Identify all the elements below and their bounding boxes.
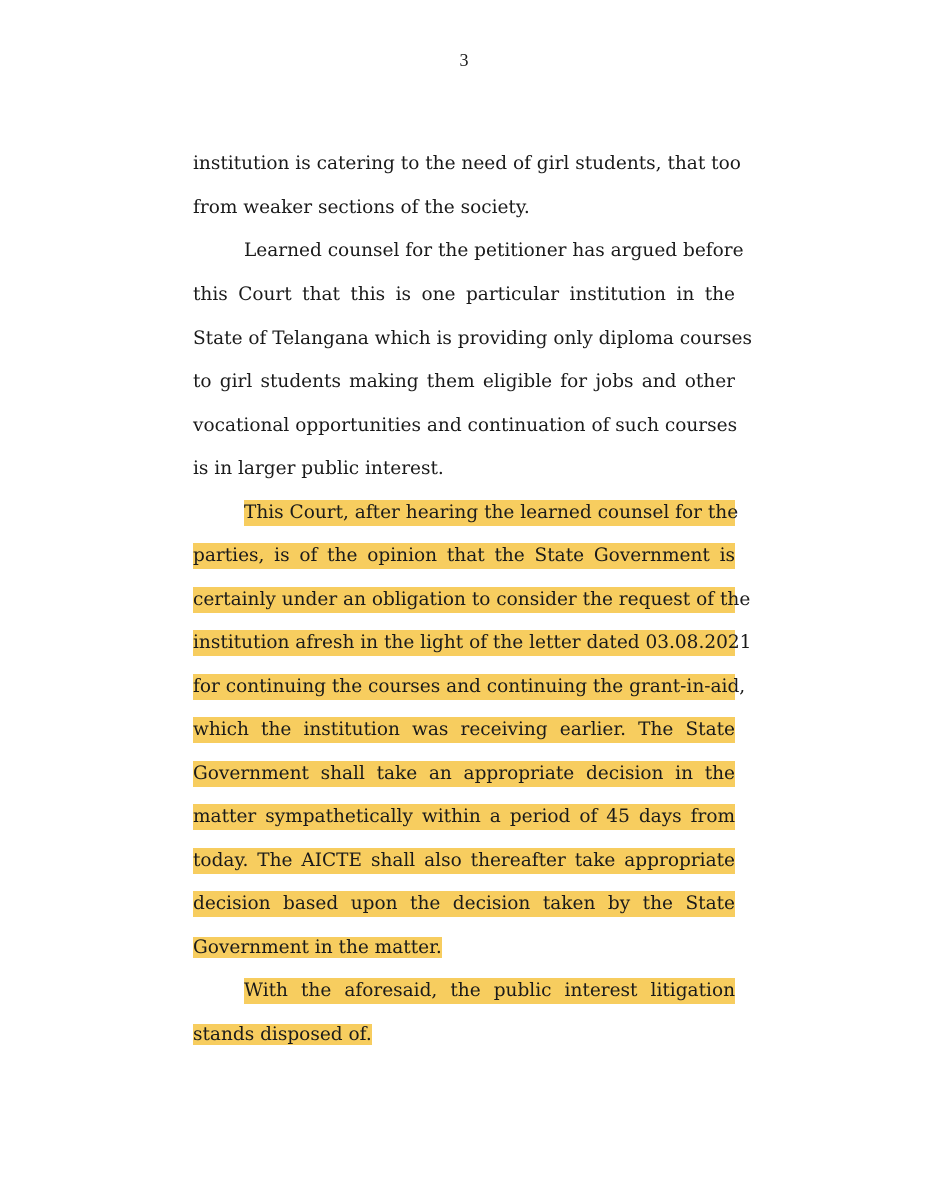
paragraph-3-line-7: Government shall take an appropriate decision in the xyxy=(193,761,735,787)
paragraph-3-line-9: today. The AICTE shall also thereafter take appropriate xyxy=(193,848,735,874)
paragraph-3-line-2: parties, is of the opinion that the State Government is xyxy=(193,543,735,569)
paragraph-3-line-11: Government in the matter. xyxy=(193,937,442,958)
paragraph-3-line-1: This Court, after hearing the learned counsel for the xyxy=(244,500,735,526)
paragraph-2-line-5: vocational opportunities and continuation of such courses xyxy=(193,415,738,436)
paragraph-3-line-6: which the institution was receiving earlier. The State xyxy=(193,717,735,743)
paragraph-3-line-3: certainly under an obligation to consider the request of the xyxy=(193,587,735,613)
paragraph-1-line-2: from weaker sections of the society. xyxy=(193,197,530,218)
paragraph-2-line-4: to girl students making them eligible for jobs and other xyxy=(193,371,735,392)
paragraph-3-line-4: institution afresh in the light of the letter dated 03.08.2021 xyxy=(193,630,735,656)
paragraph-4-line-2: stands disposed of. xyxy=(193,1024,372,1045)
paragraph-2-line-2: this Court that this is one particular institution in the xyxy=(193,284,735,305)
paragraph-2-line-6: is in larger public interest. xyxy=(193,458,444,479)
paragraph-2-line-3: State of Telangana which is providing only diploma courses xyxy=(193,328,752,349)
paragraph-4-line-1: With the aforesaid, the public interest litigation xyxy=(244,978,735,1004)
paragraph-3-line-8: matter sympathetically within a period of 45 days from xyxy=(193,804,735,830)
paragraph-2-line-1: Learned counsel for the petitioner has argued before xyxy=(244,240,744,261)
paragraph-3-line-10: decision based upon the decision taken by the State xyxy=(193,891,735,917)
paragraph-1-line-1: institution is catering to the need of girl students, that too xyxy=(193,153,741,174)
page-number: 3 xyxy=(459,50,469,70)
paragraph-3-line-5: for continuing the courses and continuing the grant-in-aid, xyxy=(193,674,735,700)
